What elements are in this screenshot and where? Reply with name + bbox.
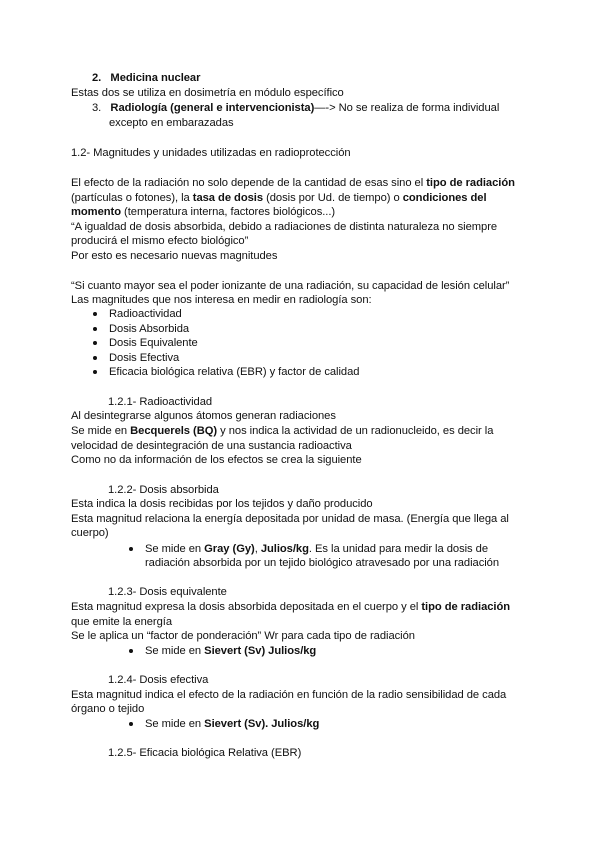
paragraph-line <box>71 176 515 190</box>
text-run: . Es la unidad para medir la dosis de <box>308 543 488 555</box>
subsection-heading: 1.2.3- Dosis equivalente <box>108 586 227 598</box>
list-item: Radioactividad <box>109 308 182 320</box>
bold-term: Sievert (Sv). Julios/kg <box>204 718 320 730</box>
list-number: 2. <box>92 72 102 84</box>
list-item: Dosis Equivalente <box>109 337 198 349</box>
bullet-icon <box>93 370 97 374</box>
paragraph-line: Esta indica la dosis recibidas por los tejidos y daño producido <box>71 498 373 510</box>
text-run: (dosis por Ud. de tiempo) o <box>263 192 403 204</box>
list-title: Radiología (general e intervencionista) <box>110 102 315 114</box>
paragraph-line <box>71 424 493 438</box>
bullet-icon <box>93 341 97 345</box>
text-run: Se mide en <box>71 425 131 437</box>
text-run: y nos indica la actividad de un radionucleido, es decir la <box>217 425 494 437</box>
list-item-3 <box>92 101 499 115</box>
paragraph-line: Se le aplica un “factor de ponderación” Wr para cada tipo de radiación <box>71 630 415 642</box>
subsection-heading: 1.2.1- Radioactividad <box>108 396 213 408</box>
bullet-line <box>145 542 488 556</box>
bullet-line <box>145 644 316 658</box>
text-run: (partículas o fotones), la <box>71 192 193 204</box>
text-run: Se mide en <box>145 645 205 657</box>
section-heading: 1.2- Magnitudes y unidades utilizadas en radioprotección <box>71 147 351 159</box>
paragraph-line: órgano o tejido <box>71 703 145 715</box>
bold-term: Gray (Gy) <box>204 543 255 555</box>
paragraph-line: Estas dos se utiliza en dosimetría en módulo específico <box>71 87 344 99</box>
bullet-icon <box>93 327 97 331</box>
text-run: , <box>254 543 261 555</box>
bullet-line <box>145 717 319 731</box>
list-item: Eficacia biológica relativa (EBR) y factor de calidad <box>109 366 360 378</box>
paragraph-line: que emite la energía <box>71 616 172 628</box>
list-item: Dosis Efectiva <box>109 352 180 364</box>
paragraph-line: Al desintegrarse algunos átomos generan radiaciones <box>71 410 336 422</box>
text-run: Esta magnitud expresa la dosis absorbida depositada en el cuerpo y el <box>71 601 422 613</box>
list-text: —-> No se realiza de forma individual <box>314 102 500 114</box>
bullet-icon <box>129 547 133 551</box>
quote-line: “Si cuanto mayor sea el poder ionizante de una radiación, su capacidad de lesión celular” <box>71 280 510 292</box>
bullet-icon <box>93 312 97 316</box>
paragraph-line: producirá el mismo efecto biológico” <box>71 235 249 247</box>
bullet-icon <box>129 722 133 726</box>
text-run: (temperatura interna, factores biológicos...) <box>121 206 336 218</box>
subsection-heading: 1.2.4- Dosis efectiva <box>108 674 209 686</box>
bullet-icon <box>129 649 133 653</box>
subsection-heading: 1.2.5- Eficacia biológica Relativa (EBR) <box>108 747 302 759</box>
bullet-continuation: radiación absorbida por un tejido biológico atravesado por una radiación <box>145 557 500 569</box>
bold-term: tipo de radiación <box>426 177 515 189</box>
paragraph-line: Como no da información de los efectos se crea la siguiente <box>71 454 362 466</box>
bold-term: Becquerels (BQ) <box>130 425 218 437</box>
list-title: Medicina nuclear <box>110 72 201 84</box>
paragraph-line <box>71 191 487 205</box>
paragraph-line <box>71 205 335 219</box>
text-run: Se mide en <box>145 718 205 730</box>
list-item-continuation: excepto en embarazadas <box>109 117 234 129</box>
text-run: Se mide en <box>145 543 205 555</box>
bold-term: momento <box>71 206 121 218</box>
bold-term: tipo de radiación <box>421 601 511 613</box>
bold-term: Julios/kg <box>260 543 309 555</box>
paragraph-line <box>71 600 510 614</box>
bullet-icon <box>93 356 97 360</box>
paragraph-line: Las magnitudes que nos interesa en medir en radiología son: <box>71 294 372 306</box>
paragraph-line: cuerpo) <box>71 527 109 539</box>
bold-term: condiciones del <box>402 192 487 204</box>
bold-term: Sievert (Sv) Julios/kg <box>204 645 317 657</box>
paragraph-line: Esta magnitud relaciona la energía depositada por unidad de masa. (Energía que llega al <box>71 513 509 525</box>
paragraph-line: “A igualdad de dosis absorbida, debido a radiaciones de distinta naturaleza no siempre <box>71 221 498 233</box>
paragraph-line: Esta magnitud indica el efecto de la radiación en función de la radio sensibilidad de cada <box>71 689 507 701</box>
list-number: 3. <box>92 102 102 114</box>
paragraph-line: velocidad de desintegración de una sustancia radioactiva <box>71 440 352 452</box>
list-item-2 <box>92 71 200 85</box>
subsection-heading: 1.2.2- Dosis absorbida <box>108 484 219 496</box>
list-item: Dosis Absorbida <box>109 323 190 335</box>
text-run: El efecto de la radiación no solo depende de la cantidad de esas sino el <box>71 177 427 189</box>
bold-term: tasa de dosis <box>192 192 264 204</box>
paragraph-line: Por esto es necesario nuevas magnitudes <box>71 250 278 262</box>
